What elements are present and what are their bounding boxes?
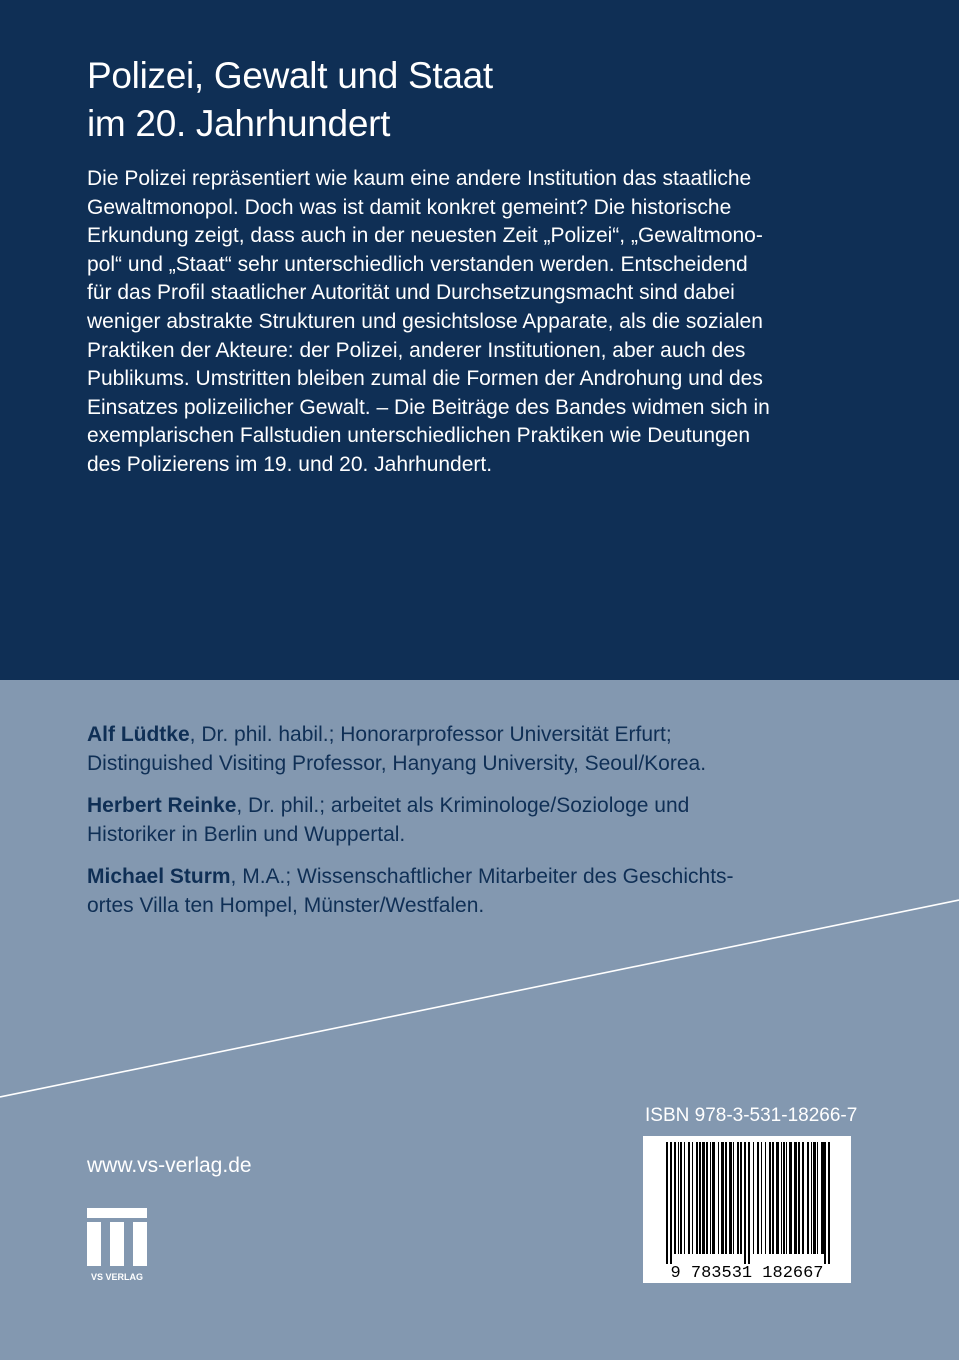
barcode-bar bbox=[699, 1142, 701, 1254]
description-line: Gewaltmonopol. Doch was ist damit konkret gemeint? Die historische bbox=[87, 195, 732, 219]
author-name: Alf Lüdtke bbox=[87, 723, 190, 746]
barcode-bar bbox=[710, 1142, 711, 1254]
barcode-bar bbox=[781, 1142, 782, 1254]
barcode-bar bbox=[821, 1142, 824, 1254]
barcode-bar bbox=[678, 1142, 679, 1254]
barcode-bar bbox=[789, 1142, 792, 1254]
barcode-bar bbox=[706, 1142, 708, 1254]
author-name: Herbert Reinke bbox=[87, 794, 237, 817]
author-details: , Dr. phil. habil.; Honorarprofessor Universität Erfurt; bbox=[189, 723, 672, 746]
author-name: Michael Sturm bbox=[87, 865, 231, 888]
barcode-bar bbox=[744, 1142, 746, 1264]
description-line: weniger abstrakte Strukturen und gesichtslose Apparate, als die sozialen bbox=[87, 309, 763, 333]
barcode-bar bbox=[776, 1142, 779, 1254]
barcode-bar bbox=[733, 1142, 734, 1254]
barcode-bar bbox=[674, 1142, 676, 1254]
author-bio-line: Historiker in Berlin und Wuppertal. bbox=[87, 823, 406, 846]
author-bio-line: Distinguished Visiting Professor, Hanyang University, Seoul/Korea. bbox=[87, 752, 707, 775]
description-line: Publikums. Umstritten bleiben zumal die Formen der Androhung und des bbox=[87, 367, 763, 391]
barcode-bar bbox=[798, 1142, 800, 1254]
barcode-bar bbox=[680, 1142, 682, 1254]
barcode-bar bbox=[748, 1142, 750, 1264]
isbn-label: ISBN 978-3-531-18266-7 bbox=[645, 1105, 858, 1126]
barcode-bar bbox=[757, 1142, 759, 1254]
vs-verlag-logo bbox=[87, 1208, 147, 1286]
barcode-bar bbox=[696, 1142, 698, 1254]
description-line: für das Profil staatlicher Autorität und Durchsetzungsmacht sind dabei bbox=[87, 281, 735, 305]
barcode-bar bbox=[824, 1142, 826, 1264]
barcode-bar bbox=[769, 1142, 771, 1254]
barcode-bar bbox=[753, 1142, 754, 1254]
barcode-bar bbox=[670, 1142, 672, 1264]
barcode-bar bbox=[817, 1142, 818, 1254]
description-line: pol“ und „Staat“ sehr unterschiedlich verstanden werden. Entscheidend bbox=[87, 252, 748, 276]
barcode-bar bbox=[692, 1142, 693, 1254]
description-line: Die Polizei repräsentiert wie kaum eine andere Institution das staatliche bbox=[87, 167, 752, 190]
publisher-logo-label: VS VERLAG bbox=[90, 1272, 144, 1282]
barcode-bar bbox=[666, 1142, 668, 1264]
barcode-bars bbox=[643, 1136, 851, 1283]
barcode-bar bbox=[725, 1142, 727, 1254]
barcode-bar bbox=[740, 1142, 742, 1254]
author-bio-line: ortes Villa ten Hompel, Münster/Westfalen. bbox=[87, 894, 485, 917]
title-line: im 20. Jahrhundert bbox=[87, 103, 391, 144]
barcode-bar bbox=[737, 1142, 739, 1254]
barcode-bar bbox=[684, 1142, 685, 1254]
barcode-bar bbox=[702, 1142, 705, 1254]
barcode-bar bbox=[828, 1142, 830, 1264]
barcode-bar bbox=[786, 1142, 787, 1254]
barcode-bar bbox=[718, 1142, 719, 1254]
barcode-bar bbox=[811, 1142, 812, 1254]
description-line: Praktiken der Akteure: der Polizei, anderer Institutionen, aber auch des bbox=[87, 338, 746, 362]
author-details: , Dr. phil.; arbeitet als Kriminologe/Soziologe und bbox=[236, 794, 690, 817]
barcode-number: 9 783531 182667 bbox=[670, 1264, 824, 1283]
description-line: exemplarischen Fallstudien unterschiedlichen Praktiken wie Deutungen bbox=[87, 424, 751, 448]
barcode-bar bbox=[721, 1142, 724, 1254]
barcode-bar bbox=[783, 1142, 785, 1254]
barcode-bar bbox=[807, 1142, 809, 1254]
barcode-bar bbox=[813, 1142, 816, 1254]
title-line: Polizei, Gewalt und Staat bbox=[87, 55, 493, 96]
description-line: Erkundung zeigt, dass auch in der neuesten Zeit „Polizei“, „Gewaltmono- bbox=[87, 224, 763, 248]
barcode-bar bbox=[794, 1142, 797, 1254]
publisher-website: www.vs-verlag.de bbox=[87, 1154, 252, 1177]
description-line: Einsatzes polizeilicher Gewalt. – Die Beiträge des Bandes widmen sich in bbox=[87, 395, 770, 419]
barcode-bar bbox=[688, 1142, 690, 1254]
barcode-bar bbox=[729, 1142, 732, 1254]
barcode-bar bbox=[772, 1142, 774, 1254]
barcode-bar bbox=[712, 1142, 715, 1254]
barcode-bar bbox=[802, 1142, 804, 1254]
author-details: , M.A.; Wissenschaftlicher Mitarbeiter des Geschichts- bbox=[230, 865, 734, 888]
description-line: des Polizierens im 19. und 20. Jahrhundert. bbox=[87, 452, 493, 476]
barcode-bar bbox=[761, 1142, 762, 1254]
isbn-barcode bbox=[643, 1136, 851, 1283]
barcode-bar bbox=[765, 1142, 766, 1254]
